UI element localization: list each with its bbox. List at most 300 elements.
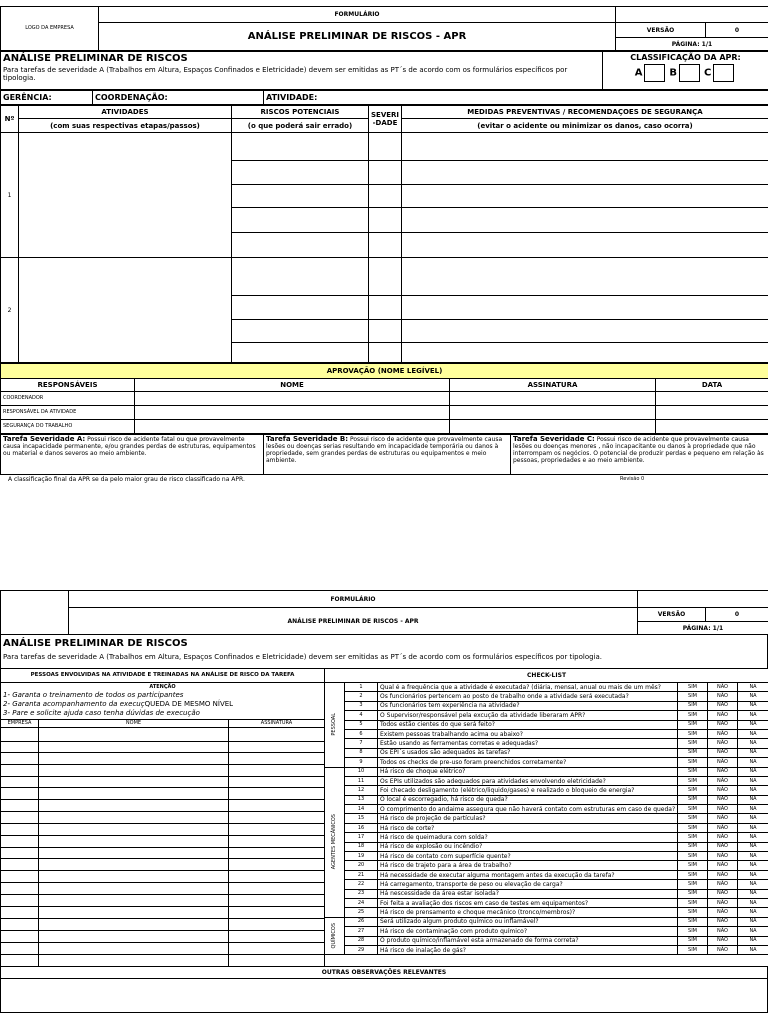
class-a-label: A <box>634 67 643 79</box>
option-na[interactable]: NA <box>738 842 768 851</box>
assinatura-cell[interactable] <box>450 420 656 434</box>
data-cell[interactable] <box>656 406 768 420</box>
empresa-cell[interactable] <box>1 859 39 871</box>
option-sim[interactable]: SIM <box>678 776 708 785</box>
attention-3: 3- Pare e solicite ajuda caso tenha dúvidas de execução <box>3 709 200 717</box>
nome-cell[interactable] <box>39 812 229 824</box>
assinatura-cell[interactable] <box>229 907 325 919</box>
empresa-cell[interactable] <box>1 943 39 955</box>
nome-header: NOME <box>135 379 450 392</box>
checklist-question: Há risco de prensamento e choque mecânico (tronco/membros)? <box>378 908 678 917</box>
item-number: 26 <box>345 917 378 926</box>
option-nao[interactable]: NÃO <box>708 833 738 842</box>
nome-header-2: NOME <box>39 720 229 728</box>
empresa-cell[interactable] <box>1 907 39 919</box>
item-number: 3 <box>345 701 378 710</box>
intro-block-2 <box>0 635 768 668</box>
checklist-question: Os EPI´s usados são adequados às tarefas? <box>378 748 678 757</box>
item-number: 1 <box>345 683 378 692</box>
col-activities-sub: (com suas respectivas etapas/passos) <box>19 119 232 133</box>
group-label: AGENTES MECÂNICOS <box>325 767 345 917</box>
option-sim[interactable]: SIM <box>678 767 708 776</box>
checklist-question: Há risco de queimadura com solda? <box>378 833 678 842</box>
option-na[interactable]: NA <box>738 945 768 954</box>
assinatura-cell[interactable] <box>450 392 656 406</box>
option-nao[interactable]: NÃO <box>708 776 738 785</box>
resp-coordenador: COORDENADOR <box>1 392 135 406</box>
measure-cell[interactable] <box>402 343 768 363</box>
atividade-field[interactable]: ATIVIDADE: <box>264 91 768 105</box>
risk-cell[interactable] <box>232 233 369 258</box>
option-nao[interactable]: NÃO <box>708 898 738 907</box>
measure-cell[interactable] <box>402 258 768 296</box>
nome-cell[interactable] <box>39 742 229 753</box>
empresa-cell[interactable] <box>1 848 39 859</box>
nome-cell[interactable] <box>39 871 229 883</box>
empresa-cell[interactable] <box>1 777 39 788</box>
option-sim[interactable]: SIM <box>678 692 708 701</box>
option-nao[interactable]: NÃO <box>708 917 738 926</box>
option-sim[interactable]: SIM <box>678 936 708 945</box>
nome-cell[interactable] <box>135 420 450 434</box>
option-nao[interactable]: NÃO <box>708 748 738 757</box>
nome-cell[interactable] <box>39 895 229 907</box>
attention-title: ATENÇÃO <box>149 684 176 690</box>
assinatura-cell[interactable] <box>229 871 325 883</box>
nome-cell[interactable] <box>39 859 229 871</box>
empresa-cell[interactable] <box>1 788 39 800</box>
option-nao[interactable]: NÃO <box>708 805 738 814</box>
option-sim[interactable]: SIM <box>678 917 708 926</box>
option-na[interactable]: NA <box>738 917 768 926</box>
option-na[interactable]: NA <box>738 776 768 785</box>
approval-table <box>0 363 768 434</box>
intro-table <box>0 51 768 90</box>
checklist-question: O Supervisor/responsável pela excução da atividade liberaram APR? <box>378 711 678 720</box>
option-sim[interactable]: SIM <box>678 748 708 757</box>
item-number: 13 <box>345 795 378 804</box>
option-na[interactable]: NA <box>738 823 768 832</box>
company-logo-2 <box>1 591 69 635</box>
severity-cell[interactable] <box>369 133 402 161</box>
group-label: PESSOAL <box>325 683 345 768</box>
header-table-2 <box>0 590 768 635</box>
empresa-header: EMPRESA <box>1 720 39 728</box>
measure-cell[interactable] <box>402 208 768 233</box>
item-number: 14 <box>345 805 378 814</box>
nome-cell[interactable] <box>39 883 229 895</box>
option-na[interactable]: NA <box>738 805 768 814</box>
checklist-question: O local é escorregadio, há risco de queda? <box>378 795 678 804</box>
assinatura-cell[interactable] <box>229 777 325 788</box>
option-sim[interactable]: SIM <box>678 842 708 851</box>
option-na[interactable]: NA <box>738 861 768 870</box>
option-sim[interactable]: SIM <box>678 908 708 917</box>
checklist-question: Estão usando as ferramentas corretas e adequadas? <box>378 739 678 748</box>
checklist-question: Foi checado desligamento (elétrico/liquido/gases) e realizado o bloqueio de energia? <box>378 786 678 795</box>
option-sim[interactable]: SIM <box>678 786 708 795</box>
option-na[interactable]: NA <box>738 889 768 898</box>
coordenacao-field[interactable]: COORDENAÇÃO: <box>93 91 264 105</box>
col-severity-header: SEVERI -DADE <box>369 106 402 133</box>
option-nao[interactable]: NÃO <box>708 701 738 710</box>
checklist-question: Todos estão cientes do que será feito? <box>378 720 678 729</box>
option-sim[interactable]: SIM <box>678 795 708 804</box>
option-sim[interactable]: SIM <box>678 729 708 738</box>
option-na[interactable]: NA <box>738 711 768 720</box>
resp-seguranca: SEGURANÇA DO TRABALHO <box>1 420 135 434</box>
option-na[interactable]: NA <box>738 852 768 861</box>
empresa-cell[interactable] <box>1 955 39 967</box>
item-number: 6 <box>345 729 378 738</box>
checklist-question: Qual é a frequência que a atividade é executada? (diária, mensal, anual ou mais de um mês? <box>378 683 678 692</box>
observations-area[interactable] <box>1 979 768 1013</box>
empresa-cell[interactable] <box>1 728 39 742</box>
item-number: 16 <box>345 823 378 832</box>
severity-cell[interactable] <box>369 233 402 258</box>
item-number: 22 <box>345 880 378 889</box>
assinatura-cell[interactable] <box>229 788 325 800</box>
option-na[interactable]: NA <box>738 927 768 936</box>
checklist-question: Há risco de inalação de gás? <box>378 945 678 954</box>
option-nao[interactable]: NÃO <box>708 786 738 795</box>
nome-cell[interactable] <box>39 824 229 836</box>
option-nao[interactable]: NÃO <box>708 880 738 889</box>
row-number-1: 1 <box>1 133 19 258</box>
people-table <box>0 668 325 967</box>
empresa-cell[interactable] <box>1 824 39 836</box>
attention-block <box>1 683 325 720</box>
option-nao[interactable]: NÃO <box>708 814 738 823</box>
class-c-label: C <box>703 67 712 79</box>
nome-cell[interactable] <box>39 848 229 859</box>
empresa-cell[interactable] <box>1 931 39 943</box>
assinatura-cell[interactable] <box>229 955 325 967</box>
severity-cell[interactable] <box>369 208 402 233</box>
assinatura-cell[interactable] <box>229 943 325 955</box>
assinatura-cell[interactable] <box>229 728 325 742</box>
page-number-2: PÁGINA: 1/1 <box>638 622 768 635</box>
version-label: VERSÃO <box>616 23 706 38</box>
checklist-question: Todos os checks de pre-uso foram preenchidos corretamente? <box>378 758 678 767</box>
severity-cell[interactable] <box>369 320 402 343</box>
empresa-cell[interactable] <box>1 812 39 824</box>
assinatura-cell[interactable] <box>229 742 325 753</box>
severity-cell[interactable] <box>369 258 402 296</box>
nome-cell[interactable] <box>39 765 229 777</box>
option-na[interactable]: NA <box>738 720 768 729</box>
option-na[interactable]: NA <box>738 683 768 692</box>
option-na[interactable]: NA <box>738 795 768 804</box>
assinatura-cell[interactable] <box>229 848 325 859</box>
gerencia-field[interactable]: GERÊNCIA: <box>1 91 93 105</box>
data-cell[interactable] <box>656 420 768 434</box>
option-na[interactable]: NA <box>738 870 768 879</box>
option-sim[interactable]: SIM <box>678 889 708 898</box>
checklist-table <box>324 668 768 955</box>
empresa-cell[interactable] <box>1 883 39 895</box>
form-title-2: ANÁLISE PRELIMINAR DE RISCOS - APR <box>69 608 638 635</box>
page-1-footer <box>0 475 768 485</box>
option-nao[interactable]: NÃO <box>708 861 738 870</box>
empresa-cell[interactable] <box>1 895 39 907</box>
checklist-question: Foi feita a avaliação dos riscos em caso de testes em equipamentos? <box>378 898 678 907</box>
item-number: 7 <box>345 739 378 748</box>
empresa-cell[interactable] <box>1 800 39 812</box>
group-label: QUÍMICOS <box>325 917 345 955</box>
option-sim[interactable]: SIM <box>678 823 708 832</box>
item-number: 19 <box>345 852 378 861</box>
option-sim[interactable]: SIM <box>678 833 708 842</box>
severity-definitions <box>0 434 768 475</box>
item-number: 11 <box>345 776 378 785</box>
responsaveis-header: RESPONSÁVEIS <box>1 379 135 392</box>
checklist-question: O produto químico/inflamável esta armazenado de forma correta? <box>378 936 678 945</box>
option-sim[interactable]: SIM <box>678 945 708 954</box>
activity-cell-2[interactable] <box>19 258 232 363</box>
option-nao[interactable]: NÃO <box>708 767 738 776</box>
activity-cell-1[interactable] <box>19 133 232 258</box>
item-number: 8 <box>345 748 378 757</box>
nome-cell[interactable] <box>39 919 229 931</box>
col-risks-header: RISCOS POTENCIAIS <box>232 106 369 119</box>
option-sim[interactable]: SIM <box>678 852 708 861</box>
measure-cell[interactable] <box>402 233 768 258</box>
class-a-box[interactable] <box>644 64 665 82</box>
nome-cell[interactable] <box>39 788 229 800</box>
class-c-box[interactable] <box>713 64 734 82</box>
assinatura-cell[interactable] <box>229 859 325 871</box>
checklist-question: Há carregamento, transporte de peso ou elevação de carga? <box>378 880 678 889</box>
assinatura-cell[interactable] <box>229 753 325 765</box>
page-heading: ANÁLISE PRELIMINAR DE RISCOS <box>3 53 188 64</box>
option-sim[interactable]: SIM <box>678 720 708 729</box>
severity-cell[interactable] <box>369 296 402 320</box>
assinatura-cell[interactable] <box>229 931 325 943</box>
nome-cell[interactable] <box>39 955 229 967</box>
option-sim[interactable]: SIM <box>678 898 708 907</box>
item-number: 25 <box>345 908 378 917</box>
option-nao[interactable]: NÃO <box>708 852 738 861</box>
item-number: 27 <box>345 927 378 936</box>
form-label-2: FORMULÁRIO <box>69 591 638 608</box>
col-risks-sub: (o que poderá sair errado) <box>232 119 369 133</box>
class-b-box[interactable] <box>679 64 700 82</box>
option-nao[interactable]: NÃO <box>708 927 738 936</box>
option-sim[interactable]: SIM <box>678 927 708 936</box>
option-sim[interactable]: SIM <box>678 739 708 748</box>
data-header: DATA <box>656 379 768 392</box>
option-nao[interactable]: NÃO <box>708 720 738 729</box>
empresa-cell[interactable] <box>1 765 39 777</box>
option-na[interactable]: NA <box>738 898 768 907</box>
risk-cell[interactable] <box>232 185 369 208</box>
risk-cell[interactable] <box>232 258 369 296</box>
footer-note: A classificação final da APR se da pelo maior grau de risco classificado na APR. <box>8 476 245 483</box>
nome-cell[interactable] <box>39 943 229 955</box>
empresa-cell[interactable] <box>1 871 39 883</box>
measure-cell[interactable] <box>402 185 768 208</box>
nome-cell[interactable] <box>39 931 229 943</box>
option-nao[interactable]: NÃO <box>708 739 738 748</box>
checklist-question: Há risco de contato com superfície quente? <box>378 852 678 861</box>
measure-cell[interactable] <box>402 296 768 320</box>
col-measures-header: MEDIDAS PREVENTIVAS / RECOMENDAÇOES DE SEGURANÇA <box>402 106 768 119</box>
apr-page-2 <box>0 590 768 1013</box>
option-nao[interactable]: NÃO <box>708 683 738 692</box>
item-number: 10 <box>345 767 378 776</box>
option-sim[interactable]: SIM <box>678 814 708 823</box>
nome-cell[interactable] <box>135 392 450 406</box>
nome-cell[interactable] <box>135 406 450 420</box>
option-na[interactable]: NA <box>738 701 768 710</box>
assinatura-cell[interactable] <box>229 919 325 931</box>
risk-cell[interactable] <box>232 208 369 233</box>
nome-cell[interactable] <box>39 907 229 919</box>
assinatura-cell[interactable] <box>229 883 325 895</box>
option-na[interactable]: NA <box>738 748 768 757</box>
option-na[interactable]: NA <box>738 814 768 823</box>
company-logo: LOGO DA EMPRESA <box>1 7 99 51</box>
option-nao[interactable]: NÃO <box>708 936 738 945</box>
empresa-cell[interactable] <box>1 919 39 931</box>
assinatura-cell[interactable] <box>229 812 325 824</box>
empresa-cell[interactable] <box>1 836 39 848</box>
class-b-label: B <box>669 67 678 79</box>
risk-cell[interactable] <box>232 320 369 343</box>
option-nao[interactable]: NÃO <box>708 842 738 851</box>
option-nao[interactable]: NÃO <box>708 692 738 701</box>
option-na[interactable]: NA <box>738 833 768 842</box>
form-title: ANÁLISE PRELIMINAR DE RISCOS - APR <box>99 23 616 51</box>
assinatura-header: ASSINATURA <box>450 379 656 392</box>
item-number: 2 <box>345 692 378 701</box>
assinatura-cell[interactable] <box>229 895 325 907</box>
nome-cell[interactable] <box>39 777 229 788</box>
measure-cell[interactable] <box>402 133 768 161</box>
option-nao[interactable]: NÃO <box>708 795 738 804</box>
item-number: 9 <box>345 758 378 767</box>
option-sim[interactable]: SIM <box>678 805 708 814</box>
option-sim[interactable]: SIM <box>678 870 708 879</box>
checklist-question: Os funcionários tem experiência na atividade? <box>378 701 678 710</box>
severity-cell[interactable] <box>369 343 402 363</box>
item-number: 20 <box>345 861 378 870</box>
checklist-question: Há risco de projeção de partículas? <box>378 814 678 823</box>
resp-responsavel: RESPONSÁVEL DA ATIVIDADE <box>1 406 135 420</box>
checklist-question: Será utilizado algum produto químico ou inflamável? <box>378 917 678 926</box>
empresa-cell[interactable] <box>1 753 39 765</box>
option-nao[interactable]: NÃO <box>708 758 738 767</box>
checklist-question: Os funcionários pertencem ao posto de trabalho onde a atividade será executada? <box>378 692 678 701</box>
classification-label: CLASSIFICAÇÃO DA APR: <box>630 53 741 62</box>
risk-cell[interactable] <box>232 161 369 185</box>
option-sim[interactable]: SIM <box>678 880 708 889</box>
assinatura-header-2: ASSINATURA <box>229 720 325 728</box>
option-nao[interactable]: NÃO <box>708 870 738 879</box>
checklist-question: Existem pessoas trabalhando acima ou abaixo? <box>378 729 678 738</box>
col-num-header: Nº <box>1 106 19 133</box>
measure-cell[interactable] <box>402 320 768 343</box>
form-label: FORMULÁRIO <box>99 7 616 23</box>
option-na[interactable]: NA <box>738 936 768 945</box>
item-number: 15 <box>345 814 378 823</box>
measure-cell[interactable] <box>402 161 768 185</box>
option-na[interactable]: NA <box>738 880 768 889</box>
assinatura-cell[interactable] <box>229 824 325 836</box>
checklist-question: Há nescessidade da área estar isolada? <box>378 889 678 898</box>
severity-cell[interactable] <box>369 185 402 208</box>
assinatura-cell[interactable] <box>229 836 325 848</box>
option-sim[interactable]: SIM <box>678 683 708 692</box>
option-sim[interactable]: SIM <box>678 701 708 710</box>
checklist-title: CHECK-LIST <box>325 669 768 683</box>
option-na[interactable]: NA <box>738 758 768 767</box>
option-na[interactable]: NA <box>738 786 768 795</box>
observations-table <box>0 966 768 1013</box>
col-measures-sub: (evitar o acidente ou minimizar os danos, caso ocorra) <box>402 119 768 133</box>
checklist-question: O comprimento do andaime assegura que não haverá contato com estruturas em caso de queda? <box>378 805 678 814</box>
data-cell[interactable] <box>656 392 768 406</box>
item-number: 21 <box>345 870 378 879</box>
severity-cell[interactable] <box>369 161 402 185</box>
assinatura-cell[interactable] <box>450 406 656 420</box>
severity-b-definition: Tarefa Severidade B: Possui risco de acidente que provavelmente causa lesões ou doenças serias resultando em incapacidade temporária ou danos à propriedade, sem grandes perdas de estruturas ou equipamentos e meio ambiente. <box>264 435 511 475</box>
people-title: PESSOAS ENVOLVIDAS NA ATIVIDADE E TREINADAS NA ANÁLISE DE RISCO DA TAREFA <box>1 669 325 683</box>
classification-options <box>605 64 766 82</box>
nome-cell[interactable] <box>39 753 229 765</box>
nome-cell[interactable] <box>39 728 229 742</box>
option-na[interactable]: NA <box>738 767 768 776</box>
assinatura-cell[interactable] <box>229 765 325 777</box>
empresa-cell[interactable] <box>1 742 39 753</box>
risk-table <box>0 105 768 363</box>
version-value: 0 <box>706 23 768 38</box>
item-number: 28 <box>345 936 378 945</box>
checklist-question: Há risco de contaminação com produto químico? <box>378 927 678 936</box>
option-sim[interactable]: SIM <box>678 861 708 870</box>
option-nao[interactable]: NÃO <box>708 823 738 832</box>
option-nao[interactable]: NÃO <box>708 889 738 898</box>
checklist-question: Há risco de explosão ou incêndio? <box>378 842 678 851</box>
item-number: 5 <box>345 720 378 729</box>
nome-cell[interactable] <box>39 836 229 848</box>
assinatura-cell[interactable] <box>229 800 325 812</box>
option-nao[interactable]: NÃO <box>708 729 738 738</box>
intro-text: Para tarefas de severidade A (Trabalhos em Altura, Espaços Confinados e Eletricidade) devem ser emitidas as PT´s de acordo com os formulários específicos por tipologia. <box>3 66 568 82</box>
attention-1: 1- Garanta o treinamento de todos os participantes <box>3 691 184 699</box>
option-nao[interactable]: NÃO <box>708 908 738 917</box>
option-sim[interactable]: SIM <box>678 758 708 767</box>
people-and-checklist <box>0 668 768 966</box>
checklist-question: Há risco de corte? <box>378 823 678 832</box>
risk-cell[interactable] <box>232 343 369 363</box>
risk-cell[interactable] <box>232 133 369 161</box>
risk-cell[interactable] <box>232 296 369 320</box>
option-nao[interactable]: NÃO <box>708 945 738 954</box>
option-sim[interactable]: SIM <box>678 711 708 720</box>
option-nao[interactable]: NÃO <box>708 711 738 720</box>
item-number: 24 <box>345 898 378 907</box>
option-na[interactable]: NA <box>738 729 768 738</box>
option-na[interactable]: NA <box>738 908 768 917</box>
option-na[interactable]: NA <box>738 739 768 748</box>
checklist-question: Há risco de choque elétrico? <box>378 767 678 776</box>
option-na[interactable]: NA <box>738 692 768 701</box>
header-table <box>0 6 768 51</box>
nome-cell[interactable] <box>39 800 229 812</box>
item-number: 29 <box>345 945 378 954</box>
